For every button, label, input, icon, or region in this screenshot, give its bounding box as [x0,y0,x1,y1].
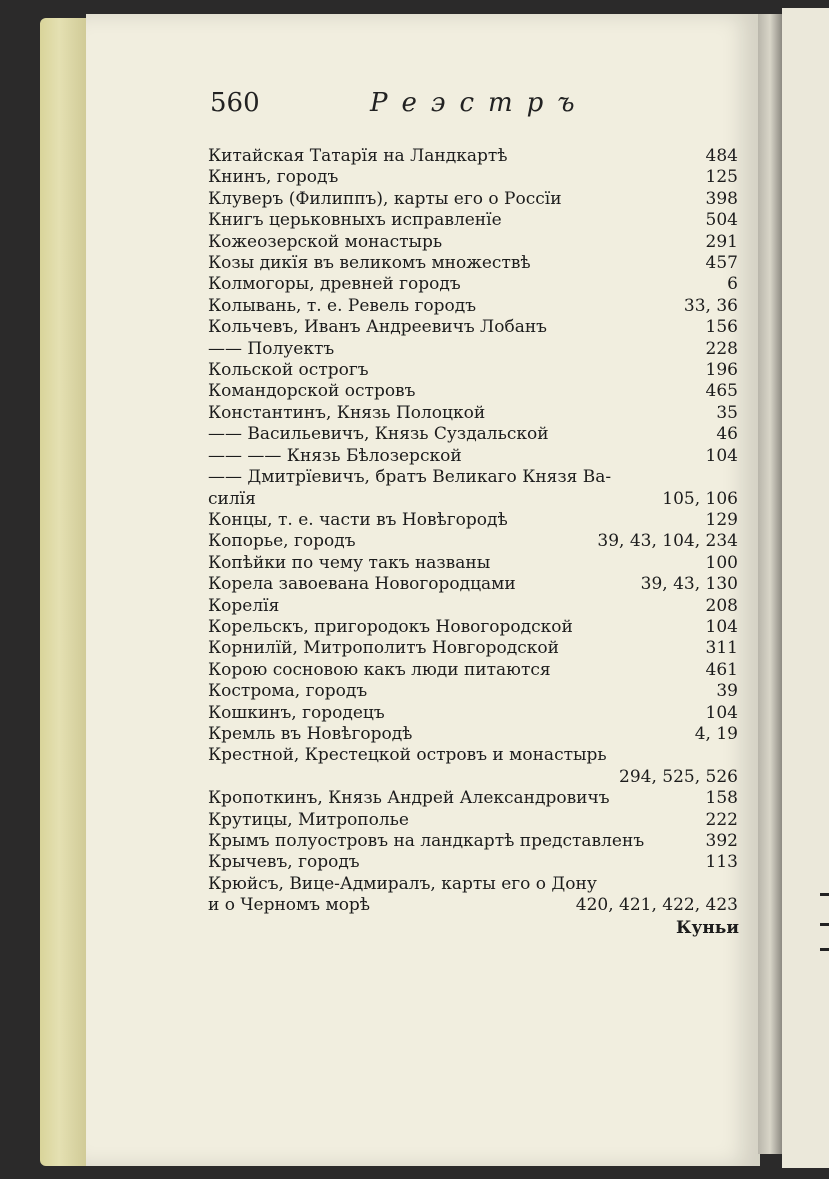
entry-text: Командорской островъ [208,381,416,402]
index-entry [208,167,738,188]
index-entry [208,317,738,338]
index-entry [208,596,738,617]
entry-text: —— Васильевичъ, Князь Суздальской [208,424,549,445]
entry-pages [732,874,738,895]
index-entry [208,874,738,895]
entry-pages: 39 [716,681,738,702]
index-entry [208,146,738,167]
entry-text: —— Полуектъ [208,338,335,359]
entry-pages: 104 [705,702,738,723]
entry-text: Корелїя [208,595,280,616]
index-entries [208,146,738,917]
entry-text: Крутицы, Митрополье [208,809,409,830]
index-entry [208,189,738,210]
facing-page-mark [820,948,829,951]
index-entry [208,232,738,253]
index-entry [208,274,738,295]
entry-pages: 156 [705,317,738,338]
entry-pages: 105, 106 [662,488,738,509]
index-entry [208,339,738,360]
entry-text: Концы, т. е. части въ Новѣгородѣ [208,509,508,530]
book-gutter [758,14,782,1154]
entry-text: Колмогоры, древней городъ [208,274,461,295]
entry-pages: 104 [705,616,738,637]
entry-pages: 228 [705,338,738,359]
entry-text: —— —— Князь Бѣлозерской [208,445,462,466]
entry-pages: 392 [705,831,738,851]
index-entry [208,531,738,552]
index-entry [208,489,738,510]
index-entry [208,360,738,381]
entry-text: Книнъ, городъ [208,167,339,188]
index-entry [208,553,738,574]
index-entry [208,745,738,766]
entry-text: силїя [208,488,256,509]
entry-pages: 125 [705,167,738,188]
facing-page-mark [820,923,829,926]
entry-text: Книгъ церьковныхъ исправленїе [208,210,502,231]
entry-pages: 33, 36 [683,295,738,316]
entry-text: Константинъ, Князь Полоцкой [208,402,486,423]
entry-text: Кольской острогъ [208,360,369,381]
entry-pages: 465 [705,381,738,402]
index-entry [208,296,738,317]
entry-pages: 291 [705,231,738,252]
index-entry [208,681,738,702]
entry-text: Кольчевъ, Иванъ Андреевичъ Лобанъ [208,317,547,338]
entry-pages: 420, 421, 422, 423 [575,895,738,916]
page-number: 560 [210,88,260,118]
page-header [210,88,610,128]
entry-pages [732,745,738,766]
index-entry [208,767,738,788]
entry-text: Корела завоевана Новогородцами [208,574,516,595]
entry-pages: 46 [716,424,738,445]
page-block-edge [40,18,88,1166]
entry-text: и о Черномъ морѣ [208,895,371,916]
entry-text: Клуверъ (Филиппъ), карты его о Россїи [208,188,562,209]
entry-pages: 158 [705,788,738,809]
entry-text: Крестной, Крестецкой островъ и монастырь [208,745,607,766]
entry-pages: 484 [705,146,738,166]
index-entry [208,724,738,745]
entry-text: —— Дмитрїевичъ, братъ Великаго Князя Ва- [208,467,612,488]
index-entry [208,467,738,488]
index-entry [208,831,738,852]
entry-pages: 4, 19 [694,723,738,744]
entry-text: Кошкинъ, городецъ [208,702,385,723]
entry-text: Кропоткинъ, Князь Андрей Александровичъ [208,788,610,809]
entry-pages: 398 [705,188,738,209]
entry-text: Кострома, городъ [208,681,368,702]
entry-text: Корнилїй, Митрополитъ Новгородской [208,638,559,659]
entry-pages: 39, 43, 104, 234 [597,531,738,552]
entry-text: Корельскъ, пригородокъ Новогородской [208,616,573,637]
entry-pages: 6 [727,274,738,295]
index-entry [208,852,738,873]
entry-text: Колывань, т. е. Ревель городъ [208,295,477,316]
entry-pages: 208 [705,595,738,616]
index-entry [208,510,738,531]
entry-pages: 461 [705,659,738,680]
entry-text: Кожеозерской монастырь [208,231,443,252]
facing-page-fragment [782,8,829,1168]
entry-pages: 222 [705,809,738,830]
entry-text: Кремль въ Новѣгородѣ [208,723,413,744]
entry-pages: 294, 525, 526 [619,766,738,787]
entry-pages [732,467,738,488]
index-entry [208,381,738,402]
index-entry [208,638,738,659]
entry-text: Копорье, городъ [208,531,356,552]
index-entry [208,210,738,231]
entry-text: Крычевъ, городъ [208,852,360,873]
index-entry [208,574,738,595]
index-entry [208,253,738,274]
index-entry [208,788,738,809]
entry-text: Китайская Татарїя на Ландкартѣ [208,146,508,166]
entry-pages: 457 [705,253,738,274]
index-entry [208,403,738,424]
index-entry [208,810,738,831]
catchword: Куньи [676,918,739,938]
facing-page-mark [820,893,829,896]
index-entry [208,424,738,445]
entry-pages: 35 [716,402,738,423]
entry-text: Крюйсъ, Вице-Адмиралъ, карты его о Дону [208,873,597,894]
entry-text: Козы дикїя въ великомъ множествѣ [208,253,531,274]
entry-pages: 311 [705,638,738,659]
entry-pages: 104 [705,445,738,466]
entry-pages: 129 [705,509,738,530]
entry-pages: 504 [705,210,738,231]
index-entry [208,660,738,681]
entry-text: Копѣйки по чему такъ названы [208,552,491,573]
entry-pages: 113 [705,852,738,873]
entry-pages: 39, 43, 130 [640,574,738,595]
index-entry [208,446,738,467]
index-entry [208,703,738,724]
index-entry [208,617,738,638]
entry-text: Корою сосновою какъ люди питаются [208,659,551,680]
entry-pages: 196 [705,360,738,381]
page-title: Реэстръ [370,88,589,118]
entry-pages: 100 [705,552,738,573]
index-entry [208,895,738,916]
entry-text: Крымъ полуостровъ на ландкартѣ представленъ [208,831,645,851]
